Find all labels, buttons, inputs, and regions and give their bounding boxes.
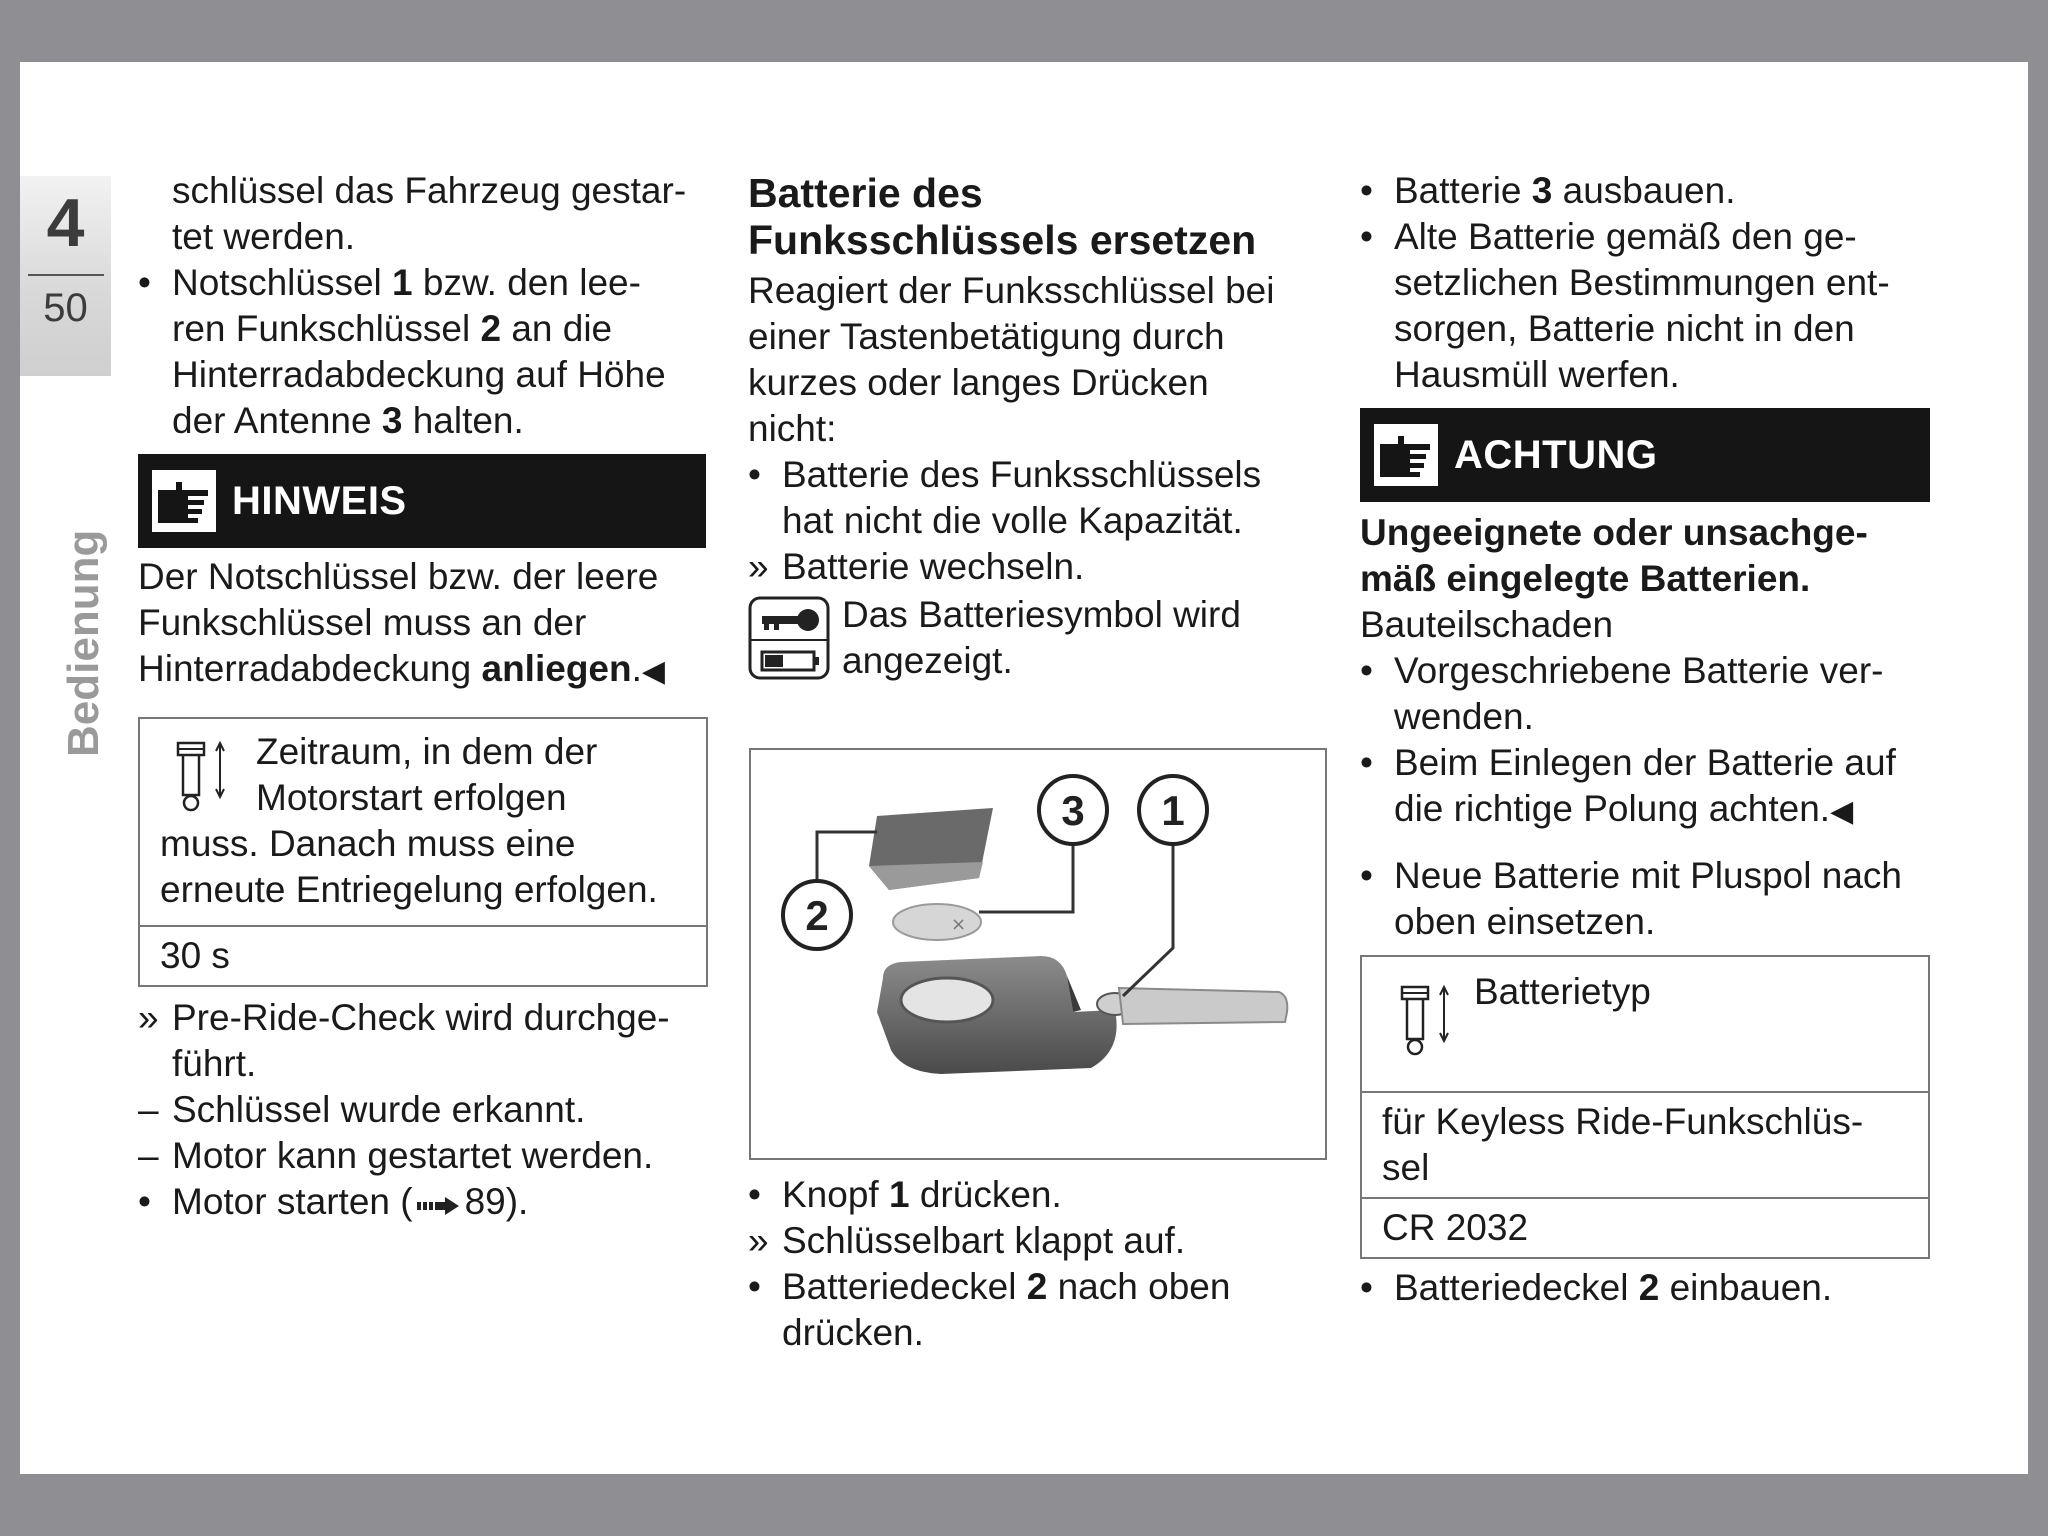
list-item: » Schlüsselbart klappt auf. [748, 1218, 1348, 1264]
text-line: Hinterradabdeckung anliegen.◀ [138, 648, 665, 689]
svg-text:×: × [951, 914, 967, 935]
piston-icon [1398, 983, 1458, 1063]
bullet-icon: • [138, 1181, 151, 1222]
bullet-icon: • [1360, 855, 1373, 896]
text-line: Zeitraum, in dem der [256, 731, 598, 772]
list-item: – Motor kann gestartet werden. [138, 1133, 728, 1179]
bullet-icon: • [1360, 216, 1373, 257]
warning-subheading: Bauteilschaden [1360, 604, 1614, 645]
column-1 [138, 168, 728, 1227]
hinweis-banner [138, 454, 706, 548]
battery-symbol-note [748, 592, 1348, 684]
text-line: kurzes oder langes Drücken [748, 362, 1209, 403]
key-figure [749, 748, 1327, 1160]
coin-battery-part [893, 904, 981, 940]
text-line: Das Batteriesymbol wird [842, 594, 1241, 635]
list-item: • Batteriedeckel 2 einbauen. [1360, 1265, 1960, 1311]
column-2-steps [748, 1172, 1348, 1356]
bullet-icon: • [748, 454, 761, 495]
list-item: • Notschlüssel 1 bzw. den lee- ren Funkschlüssel 2 an die Hinterradabdeckung auf Höhe der Antenne 3 halten. [138, 262, 666, 441]
column-2 [748, 170, 1348, 684]
text-line: Der Notschlüssel bzw. der leere [138, 556, 659, 597]
text-line: Reagiert der Funksschlüssel bei [748, 270, 1275, 311]
pointing-hand-icon [152, 470, 216, 532]
page-reference[interactable]: 89). [464, 1181, 529, 1222]
end-marker-icon: ◀ [641, 655, 665, 688]
text-line: tet werden. [172, 216, 356, 257]
result-icon: » [748, 546, 769, 587]
column-3 [1360, 168, 1960, 1311]
text-line: sel [1382, 1147, 1430, 1188]
warning-heading: Ungeeignete oder unsachge- [1360, 512, 1868, 553]
dash-icon: – [138, 1089, 159, 1130]
bullet-icon: • [1360, 170, 1373, 211]
battery-cover-part [869, 808, 993, 890]
text-line: schlüssel das Fahrzeug gestar- [172, 170, 687, 211]
list-item: • Alte Batterie gemäß den ge- setzlichen Bestimmungen ent- sorgen, Batterie nicht in den Hausmüll werfen. [1360, 216, 1890, 395]
box-label: Batterietyp [1474, 971, 1651, 1012]
callout-3 [1039, 776, 1107, 844]
box-value: CR 2032 [1362, 1197, 1928, 1257]
chapter-number: 4 [46, 185, 85, 261]
callout-2 [783, 881, 851, 949]
list-item: » Batterie wechseln. [748, 544, 1348, 590]
text-line: erneute Entriegelung erfolgen. [160, 869, 658, 910]
bullet-icon: • [748, 1174, 761, 1215]
result-icon: » [138, 997, 159, 1038]
hinweis-label: HINWEIS [232, 479, 407, 523]
list-item: • Beim Einlegen der Batterie auf die richtige Polung achten.◀ [1360, 742, 1896, 829]
callout-1 [1139, 776, 1207, 844]
text-line: nicht: [748, 408, 837, 449]
bullet-icon: • [748, 1266, 761, 1307]
page-reference-arrow-icon [417, 1181, 461, 1227]
text-line: angezeigt. [842, 640, 1013, 681]
achtung-label: ACHTUNG [1454, 433, 1658, 477]
text-line: einer Tastenbetätigung durch [748, 316, 1225, 357]
tab-divider [28, 274, 104, 276]
section-heading: Funksschlüssels ersetzen [748, 217, 1257, 263]
list-item: • Batteriedeckel 2 nach oben drücken. [748, 1266, 1231, 1353]
list-item: – Schlüssel wurde erkannt. [138, 1087, 728, 1133]
page-number: 50 [43, 286, 88, 330]
list-item: • Neue Batterie mit Pluspol nach oben einsetzen. [1360, 855, 1902, 942]
end-marker-icon: ◀ [1830, 795, 1854, 828]
bullet-icon: • [1360, 742, 1373, 783]
list-item: » Pre-Ride-Check wird durchge- führt. [138, 997, 670, 1084]
data-box [138, 717, 708, 987]
bullet-icon: • [1360, 1267, 1373, 1308]
list-item: • Batterie 3 ausbauen. [1360, 168, 1960, 214]
text-line: muss. Danach muss eine [160, 823, 576, 864]
list-item: • Vorgeschriebene Batterie ver- wenden. [1360, 650, 1884, 737]
callout-label: 3 [1061, 787, 1085, 834]
list-item: • Batterie des Funksschlüssels hat nicht die volle Kapazität. [748, 454, 1262, 541]
pointing-hand-icon [1374, 424, 1438, 486]
bullet-icon: • [1360, 650, 1373, 691]
dash-icon: – [138, 1135, 159, 1176]
text-line: Motorstart erfolgen [256, 777, 567, 818]
bullet-icon: • [138, 262, 151, 303]
manual-page [20, 62, 2028, 1474]
piston-icon [174, 739, 234, 819]
result-icon: » [748, 1220, 769, 1261]
text-line: Funkschlüssel muss an der [138, 602, 587, 643]
warning-heading: mäß eingelegte Batterien. [1360, 558, 1811, 599]
box-value: 30 s [140, 925, 706, 985]
achtung-banner [1360, 408, 1930, 502]
list-item: • Knopf 1 drücken. [748, 1172, 1348, 1218]
list-item: • Motor starten ( 89). [138, 1179, 728, 1227]
data-box [1360, 955, 1930, 1259]
chapter-tab [20, 176, 111, 376]
key-body-part [877, 956, 1287, 1074]
section-heading: Batterie des [748, 170, 983, 216]
text-line: für Keyless Ride-Funkschlüs- [1382, 1101, 1864, 1142]
callout-label: 1 [1161, 787, 1185, 834]
section-label: Bedienung [59, 529, 108, 757]
callout-label: 2 [805, 892, 829, 939]
key-battery-icon [748, 596, 830, 691]
